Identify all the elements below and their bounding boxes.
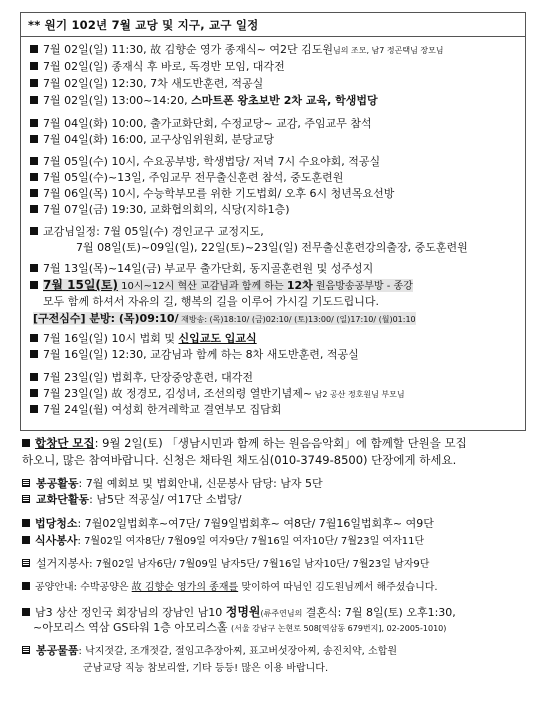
- bullet-square-icon: [22, 536, 30, 544]
- choir-notice: 합창단 모집: 9월 2일(토) 「생남시민과 함께 하는 원음음악회」에 함께할 단원을 모집: [22, 436, 467, 450]
- meal-notice: 식사봉사: 7월02일 여자8단/ 7월09일 여자9단/ 7월16일 여자10단/ 7월23일 여자11단: [22, 534, 424, 549]
- bullet-square-icon: [30, 119, 38, 127]
- hatched-square-icon: [22, 646, 30, 654]
- dish-notice: 설거지봉사: 7월02일 남자6단/ 7월09일 남자5단/ 7월16일 남자10단/ 7월23일 남자9단: [22, 557, 429, 572]
- list-item: 7월 04일(화) 10:00, 출가교화단회, 수정교당~ 교감, 주임교무 참석: [30, 117, 372, 131]
- list-item: 7월 07일(금) 19:30, 교화협의회의, 식당(지하1층): [30, 203, 290, 217]
- bullet-square-icon: [30, 157, 38, 165]
- list-item: 교감님일정: 7월 05일(수) 경인교구 교정지도,: [30, 225, 264, 239]
- bullet-square-icon: [30, 135, 38, 143]
- list-item: 7월 16일(일) 12:30, 교감님과 함께 하는 8차 새도반훈련, 적공실: [30, 348, 359, 362]
- hatched-square-icon: [22, 479, 30, 487]
- bullet-square-icon: [30, 264, 38, 272]
- bullet-square-icon: [22, 519, 30, 527]
- bullet-square-icon: [30, 334, 38, 342]
- bullet-square-icon: [22, 582, 30, 590]
- list-item: 7월 05일(수) 10시, 수요공부방, 학생법당/ 저녁 7시 수요야회, 적공실: [30, 155, 380, 169]
- bullet-square-icon: [30, 45, 38, 53]
- list-item: 7월 08일(토)~09일(일), 22일(토)~23일(일) 전무출신훈련강의출장, 중도훈련원: [76, 241, 468, 254]
- bullet-square-icon: [22, 439, 30, 447]
- list-item: 7월 02일(일) 종재식 후 바로, 독경반 모임, 대각전: [30, 60, 285, 74]
- bullet-square-icon: [30, 62, 38, 70]
- list-item: 7월 16일(일) 10시 법회 및 신입교도 입교식: [30, 332, 257, 346]
- bullet-square-icon: [30, 281, 38, 289]
- list-item: 7월 24일(월) 여성회 한겨레학교 결연부모 집담회: [30, 403, 281, 417]
- group-notice: 교화단활동: 남5단 적공실/ 여17단 소법당/: [22, 493, 242, 507]
- bullet-square-icon: [30, 350, 38, 358]
- hatched-square-icon: [22, 559, 30, 567]
- goods-notice-line2: 군남교당 직능 참보리쌀, 기타 등등! 많은 이용 바랍니다.: [83, 663, 329, 674]
- list-item: 7월 15일(토) 10시~12시 혁산 교감님과 함께 하는 12차 원음방송공부방 - 종강: [30, 278, 413, 294]
- schedule-title: ** 원기 102년 7월 교당 및 지구, 교구 일정: [20, 12, 526, 37]
- list-item: 7월 23일(일) 故 정경모, 김성녀, 조선의령 열반기념제~ 남2 공산 정호원님 부모님: [30, 387, 405, 402]
- bullet-square-icon: [30, 96, 38, 104]
- goods-notice: 봉공물품: 낙지젓갈, 조개젓갈, 절임고추장아찌, 표고버섯장아찌, 송진치약, 소합원: [22, 644, 397, 659]
- bullet-square-icon: [30, 79, 38, 87]
- choir-notice-line2: 하오니, 많은 참여바랍니다. 신청은 채타원 채도심(010-3749-8500) 단장에게 하세요.: [22, 453, 457, 467]
- list-item: [구전심수] 분방: (목)09:10/ 재방송: (목)18:10/ (금)02:10/ (토)13:00/ (일)17:10/ (월)01:10: [33, 312, 416, 325]
- list-item: 7월 06일(목) 10시, 수능학부모를 위한 기도법회/ 오후 6시 청년목요선방: [30, 187, 394, 201]
- bullet-square-icon: [30, 173, 38, 181]
- bullet-square-icon: [30, 389, 38, 397]
- list-item: 7월 04일(화) 16:00, 교구상임위원회, 분당교당: [30, 133, 274, 147]
- bullet-square-icon: [22, 608, 30, 616]
- bullet-square-icon: [30, 373, 38, 381]
- list-item: 모두 함께 하셔서 자유의 길, 행복의 길을 이루어 가시길 기도드립니다.: [43, 295, 379, 308]
- list-item: 7월 02일(일) 11:30, 故 김향순 영가 종재식~ 여2단 김도원님의 조모, 남7 정곤택님 장모님: [30, 43, 444, 58]
- schedule-box: [20, 12, 526, 431]
- hatched-square-icon: [22, 495, 30, 503]
- bullet-square-icon: [30, 189, 38, 197]
- offering-notice: 공양안내: 수박공양은 故 김향순 영가의 종재를 맞이하여 따님인 김도원님께서 해주셨습니다.: [22, 580, 438, 595]
- list-item: 7월 13일(목)~14일(금) 부교무 출가단회, 동지골훈련원 및 성주성지: [30, 262, 373, 276]
- list-item: 7월 23일(일) 법회후, 단장중앙훈련, 대각전: [30, 371, 253, 385]
- wedding-notice: 남3 상산 정인국 회장님의 장남인 남10 정명원(류주연님의 결혼식: 7월 8일(토) 오후1:30,: [22, 605, 456, 621]
- service-notice: 봉공활동: 7월 예회보 및 법회안내, 신문봉사 담당: 남자 5단: [22, 477, 323, 491]
- bullet-square-icon: [30, 205, 38, 213]
- list-item: 7월 02일(일) 12:30, 7차 새도반훈련, 적공실: [30, 77, 263, 91]
- list-item: 7월 02일(일) 13:00~14:20, 스마트폰 왕초보반 2차 교육, 학생법당: [30, 94, 378, 108]
- bullet-square-icon: [30, 227, 38, 235]
- bullet-square-icon: [30, 405, 38, 413]
- wedding-notice-line2: ~아모리스 역삼 GS타워 1층 아모리스홀 (서울 강남구 논현로 508[역삼동 679번지], 02-2005-1010): [33, 621, 447, 634]
- list-item: 7월 05일(수)~13일, 주임교무 전무출신훈련 참석, 중도훈련원: [30, 171, 343, 185]
- cleaning-notice: 법당청소: 7월02일법회후~여7단/ 7월9일법회후~ 여8단/ 7월16일법회후~ 여9단: [22, 517, 434, 531]
